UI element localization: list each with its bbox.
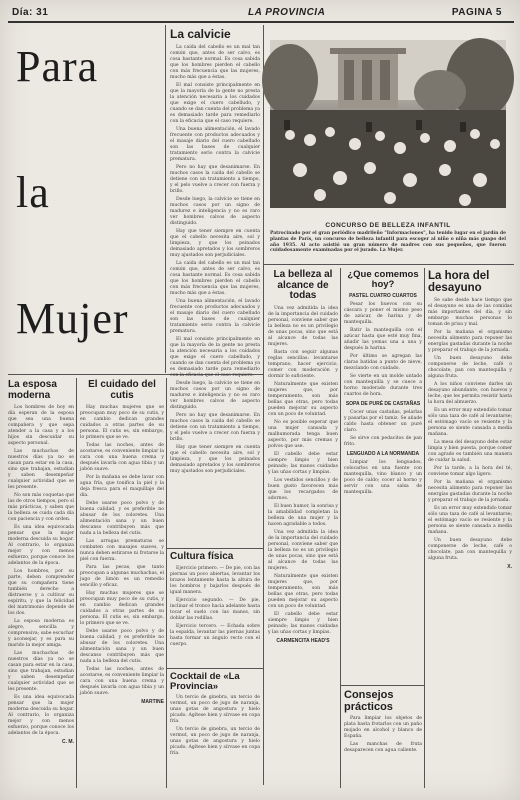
paragraph: Las arrugas prematuras se combaten con masajes suaves, y nunca deben estirarse ni frotarse la piel con fuerza. — [80, 539, 164, 562]
paragraph: Batir la mantequilla con el azúcar hasta que esté muy fina, añadir las yemas una a una y después la harina. — [344, 327, 422, 351]
paragraph: Es un error muy extendido tomar sólo una taza de café al levantarse; el estómago vacío se resiente y la persona se siente cansada a media mañana. — [428, 408, 512, 438]
paragraph: Debe usarse poco polvo y de buena calidad, y es preferible no abusar de los coloretes. Una alimentación sana y un buen descanso contribuyen más que nada a la belleza del cutis. — [80, 629, 164, 664]
page-header — [8, 4, 514, 23]
paragraph: Debe usarse poco polvo y de buena calidad, y es preferible no abusar de los coloretes. Una alimentación sana y un buen descanso contribuyen más que nada a la belleza del cutis. — [80, 501, 164, 536]
recipe-title: SOPA DE PURÉ DE CASTAÑAS — [345, 400, 421, 407]
article-body — [428, 298, 512, 562]
section-title-para-la-mujer — [16, 42, 129, 343]
paragraph: Un buen desayuno debe componerse de leche, café o chocolate, pan con mantequilla y alguna fruta. — [428, 538, 512, 562]
paragraph: Es una idea equivocada pensar que la mujer moderna descuida su hogar. Al contrario, lo organiza mejor y con menos esfuerzo, porque conoce los adelantos de la época. — [8, 695, 74, 736]
signature: X. — [507, 564, 512, 571]
section-rule — [341, 685, 424, 686]
paragraph: El cabello debe estar siempre limpio y bien peinado; las manos cuidadas y las uñas cortas y limpias. — [268, 451, 338, 475]
paragraph: La caída del cabello es un mal tan común que, antes de ser calvo, es cosa bastante normal. Es cosa sabida que los hombres pierden el cabello con más frecuencia que las mujeres, mucho más que a éstas. — [170, 44, 260, 80]
column-rule — [263, 25, 264, 785]
recipe-title: PASTEL CUATRO CUARTOS — [349, 292, 417, 299]
paragraph: Hay que tener siempre en cuenta que el cabello necesita aire, sol y limpieza, y que los peinados demasiado apretados y los sombreros muy ajustados son perjudiciales. — [170, 444, 260, 474]
column-rule — [424, 268, 425, 788]
article-body — [170, 566, 260, 648]
paragraph: Una buena alimentación, el lavado frecuente con productos adecuados y el masaje diario del cuero cabelludo son las bases de cualquier tratamiento serio contra la calvicie prematura. — [170, 126, 260, 162]
paragraph: Una buena alimentación, el lavado frecuente con productos adecuados y el masaje diario del cuero cabelludo son las bases de cualquier tratamiento serio contra la calvicie prematura. — [170, 298, 260, 334]
paragraph: Naturalmente que existen mujeres que, por temperamento, son más bellas que otras, pero todas pueden mejorar su aspecto con un poco de voluntad. — [268, 573, 338, 609]
headline-hora-desayuno: La hora del desayuno — [428, 270, 490, 295]
paragraph: Basta con seguir algunas reglas sencillas: levantarse temprano, hacer ejercicio, comer con moderación y dormir lo suficiente. — [268, 349, 338, 379]
header-day: Día: 31 — [12, 7, 49, 18]
section-rule — [264, 264, 514, 265]
article-cultura-fisica — [170, 552, 260, 666]
paragraph: Se sabe desde hace tiempo que el desayuno es una de las comidas más importantes del día, y sin embargo muchas personas lo toman de prisa y mal. — [428, 298, 512, 328]
paragraph: La esposa moderna es alegre, sencilla y comprensiva; sabe escuchar y aconsejar, y es para su marido la mejor amiga. — [8, 619, 74, 648]
paragraph: El buen humor, la sonrisa y la amabilidad completan la belleza de una mujer y la hacen agradable a todos. — [268, 503, 338, 527]
header-page-number: PAGINA 5 — [451, 7, 502, 18]
header-paper-name: LA PROVINCIA — [248, 7, 326, 18]
paragraph: Se vierte en un molde untado con mantequilla y se cuece a horno moderado durante tres cuartos de hora. — [344, 373, 422, 397]
paragraph: Ejercicio tercero. — Echada sobre la espalda, levantar las piernas juntas hasta formar un ángulo recto con el cuerpo. — [170, 623, 260, 647]
paragraph: Hay muchas mujeres que se preocupan muy poco de su cutis, y en cambio dedican grandes cuidados a otras partes de su persona. El cutis es, sin embargo, lo primero que se ve. — [80, 405, 164, 440]
paragraph: Hay muchas mujeres que se preocupan muy poco de su cutis, y en cambio dedican grandes cuidados a otras partes de su persona. El cutis es, sin embargo, lo primero que se ve. — [80, 591, 164, 626]
paragraph: Es una idea equivocada pensar que la mujer moderna descuida su hogar. Al contrario, lo organiza mejor y con menos esfuerzo, porque conoce los adelantos de la época. — [8, 525, 74, 566]
paragraph: No es posible esperar que una mujer cansada y malhumorada tenga buen aspecto, por más cremas y polvos que use. — [268, 419, 338, 449]
paragraph: Un tercio de ginebra, un tercio de vermut, un poco de jugo de naranja, unas gotas de angostura y hielo picado. Agítese bien y sírvase en copa fría. — [170, 694, 260, 724]
paragraph: Cocer unas castañas, pelarlas y pasarlas por el tamiz. Se añade caldo hasta obtener un puré claro. — [344, 409, 422, 433]
paragraph: La mesa del desayuno debe estar limpia y bien puesta, porque comer con agrado es también una manera de cuidar la salud. — [428, 440, 512, 464]
headline-cultura-fisica: Cultura física — [170, 551, 234, 562]
paragraph: El cabello debe estar siempre limpio y bien peinado; las manos cuidadas y las uñas cortas y limpias. — [268, 611, 338, 635]
headline-que-comemos: ¿Que comemos hoy? — [347, 269, 419, 290]
article-esposa-moderna — [8, 380, 74, 790]
paragraph: Por último se agregan las claras batidas a punto de nieve, mezclando con cuidado. — [344, 353, 422, 371]
paragraph: Por la mañana se debe lavar con agua fría, que tonifica la piel y la deja fresca para el maquillaje del día. — [80, 475, 164, 498]
paragraph: Desde luego, la calvicie se tiene en muchos casos por un signo de madurez e inteligencia y no es raro ver hombres calvos de aspecto distinguido. — [170, 196, 260, 226]
paragraph: Para limpiar los objetos de plata basta frotarlos con un paño mojado en alcohol y blanco de España. — [344, 716, 422, 740]
paragraph: Limpiar los lenguados, colocarlos en una fuente con mantequilla, vino blanco y un poco de caldo; cocer al horno y servir con una salsa de mantequilla. — [344, 459, 422, 495]
article-body — [344, 460, 422, 496]
article-cocktail — [170, 672, 260, 788]
paragraph: Es un error muy extendido tomar sólo una taza de café al levantarse; el estómago vacío se resiente y la persona se siente cansada a media mañana. — [428, 506, 512, 536]
paragraph: No son más coquetas que las de otros tiempos, pero sí más prácticas, y saben que la belleza se cuida cada día con paciencia y con orden. — [8, 493, 74, 522]
headline-cocktail: Cocktail de «La Provincia» — [170, 671, 240, 692]
title-line: la — [16, 168, 50, 217]
headline-cuidado-cutis: El cuidado del cutis — [88, 379, 156, 401]
article-consejos — [344, 690, 422, 788]
headline-consejos: Consejos prácticos — [344, 689, 394, 713]
photo-caption-text: Patrocinado por el gran periódico madrileño "Informaciones", ha tenido lugar en el jardín de plantas de París, un concurso de belleza infantil para escoger al niño o niña más guapo del año 1935. Al acto asistió un gran número de madres con sus pequeños, que fueron cuidadosamente examinadas por el jurado. La Mujer. — [270, 231, 506, 254]
article-body — [170, 695, 260, 757]
signature: MARTINE — [141, 699, 164, 705]
article-que-comemos — [344, 270, 422, 682]
paragraph: La caída del cabello es un mal tan común que, antes de ser calvo, es cosa bastante normal. Es cosa sabida que los hombres pierden el cabello con más frecuencia que las mujeres, mucho más que a éstas. — [170, 260, 260, 296]
section-rule — [167, 548, 263, 549]
article-body — [344, 302, 422, 398]
photo-beauty-contest — [270, 40, 506, 208]
paragraph: Los hombres de hoy en día esperan de la esposa que sea una buena compañera y que sepa atender a la casa y a los hijos sin descuidar su aspecto personal. — [8, 405, 74, 446]
article-body — [8, 405, 74, 737]
column-rule — [76, 378, 77, 788]
headline-belleza: La belleza al alcance de todas — [273, 269, 333, 301]
paragraph: Pesar los huevos con su cáscara y poner el mismo peso de azúcar, de harina y de mantequilla. — [344, 301, 422, 325]
paragraph: Los hombres, por su parte, deben comprender que su compañera tiene también derecho a distraerse y a cultivar su espíritu, y que la felicidad del matrimonio depende de los dos. — [8, 569, 74, 616]
headline-calvicie: La calvicie — [170, 27, 231, 41]
paragraph: Ejercicio segundo. — De pie, inclinar el tronco hacia adelante hasta tocar el suelo con las manos, sin doblar las rodillas. — [170, 597, 260, 621]
section-rule — [167, 668, 263, 669]
paragraph: A los niños conviene darles un desayuno abundante, con huevos y leche, que les permita resistir hasta la hora del almuerzo. — [428, 382, 512, 406]
article-body — [344, 410, 422, 448]
article-body — [80, 405, 164, 697]
column-rule — [166, 378, 167, 788]
paragraph: Por la mañana el organismo necesita alimento para reponer las energías gastadas durante la noche y preparar el trabajo de la jornada. — [428, 480, 512, 504]
paragraph: Naturalmente que existen mujeres que, por temperamento, son más bellas que otras, pero todas pueden mejorar su aspecto con un poco de voluntad. — [268, 381, 338, 417]
paragraph: Una vez admitida la idea de la importancia del cuidado personal, conviene saber que la belleza no es un privilegio de unas pocas, sino que está al alcance de todas las mujeres. — [268, 305, 338, 347]
paragraph: Para las pecas, que tanto preocupan a algunas muchachas, el jugo de limón es un remedio sencillo y eficaz. — [80, 565, 164, 588]
paragraph: Pero no hay que desanimarse. En muchos casos la caída del cabello se detiene con un tratamiento a tiempo, y el pelo vuelve a crecer con fuerza y brillo. — [170, 164, 260, 194]
paragraph: Ejercicio primero. — De pie, con las piernas un poco abiertas, levantar los brazos lentamente hasta la altura de los hombros y bajarlos después de igual manera. — [170, 565, 260, 595]
headline-esposa-moderna: La esposa moderna — [8, 379, 57, 401]
paragraph: Las muchachas de nuestros días ya no se casan para estar en la casa, sino que trabajan, estudian y saben desempeñar cualquier actividad que se les presente. — [8, 651, 74, 692]
paragraph: Un tercio de ginebra, un tercio de vermut, un poco de jugo de naranja, unas gotas de angostura y hielo picado. Agítese bien y sírvase en copa fría. — [170, 726, 260, 756]
paragraph: Todas las noches, antes de acostarse, es conveniente limpiar la cara con una buena crema y después lavarla con agua tibia y un jabón suave. — [80, 443, 164, 472]
paragraph: El mal consiste principalmente en que la mayoría de la gente no presta la atención necesaria a los cuidados que exige el cuero cabelludo, y cuando se dan cuenta del problema ya es demasiado tarde para remediarlo con la eficacia que el caso requiere. — [170, 336, 260, 378]
column-rule — [340, 268, 341, 788]
article-body — [170, 45, 260, 475]
paragraph: Se sirve con pedacitos de pan frito. — [344, 435, 422, 447]
paragraph: Por la mañana el organismo necesita alimento para reponer las energías gastadas durante la noche y preparar el trabajo de la jornada. — [428, 330, 512, 354]
title-line: Mujer — [16, 294, 129, 343]
recipe-title: LENGUADO A LA NORMANDA — [346, 450, 420, 457]
paragraph: Por la tarde, a la hora del té, conviene tomar algo ligero. — [428, 466, 512, 478]
paragraph: Los vestidos sencillos y de buen gusto favorecen más que los recargados de adornos. — [268, 477, 338, 501]
title-line: Para — [16, 42, 99, 91]
article-cuidado-cutis — [80, 380, 164, 790]
column-rule — [165, 25, 166, 373]
paragraph: Un buen desayuno debe componerse de leche, café o chocolate, pan con mantequilla y alguna fruta. — [428, 356, 512, 380]
article-body — [344, 716, 422, 754]
signature: C. M. — [62, 739, 74, 745]
photo-caption-title: CONCURSO DE BELLEZA INFANTIL — [325, 222, 451, 229]
paragraph: Una vez admitida la idea de la importancia del cuidado personal, conviene saber que la belleza no es un privilegio de unas pocas, sino que está al alcance de todas las mujeres. — [268, 529, 338, 571]
article-belleza — [268, 270, 338, 788]
paragraph: Todas las noches, antes de acostarse, es conveniente limpiar la cara con una buena crema y después lavarla con agua tibia y un jabón suave. — [80, 667, 164, 696]
paragraph: Hay que tener siempre en cuenta que el cabello necesita aire, sol y limpieza, y que los peinados demasiado apretados y los sombreros muy ajustados son perjudiciales. — [170, 228, 260, 258]
paragraph: El mal consiste principalmente en que la mayoría de la gente no presta la atención necesaria a los cuidados que exige el cuero cabelludo, y cuando se dan cuenta del problema ya es demasiado tarde para remediarlo con la eficacia que el caso requiere. — [170, 82, 260, 124]
paragraph: Las manchas de fruta desaparecen con agua caliente. — [344, 742, 422, 754]
signature: CARMENCITA HEAD'S — [276, 637, 330, 644]
article-body — [268, 306, 338, 636]
paragraph: Desde luego, la calvicie se tiene en muchos casos por un signo de madurez e inteligencia y no es raro ver hombres calvos de aspecto distinguido. — [170, 380, 260, 410]
article-calvicie — [170, 27, 260, 474]
paragraph: Pero no hay que desanimarse. En muchos casos la caída del cabello se detiene con un tratamiento a tiempo, y el pelo vuelve a crecer con fuerza y brillo. — [170, 412, 260, 442]
photo-illustration — [270, 40, 506, 208]
article-hora-desayuno — [428, 270, 512, 788]
paragraph: Las muchachas de nuestros días ya no se casan para estar en la casa, sino que trabajan, estudian y saben desempeñar cualquier actividad que se les presente. — [8, 449, 74, 490]
